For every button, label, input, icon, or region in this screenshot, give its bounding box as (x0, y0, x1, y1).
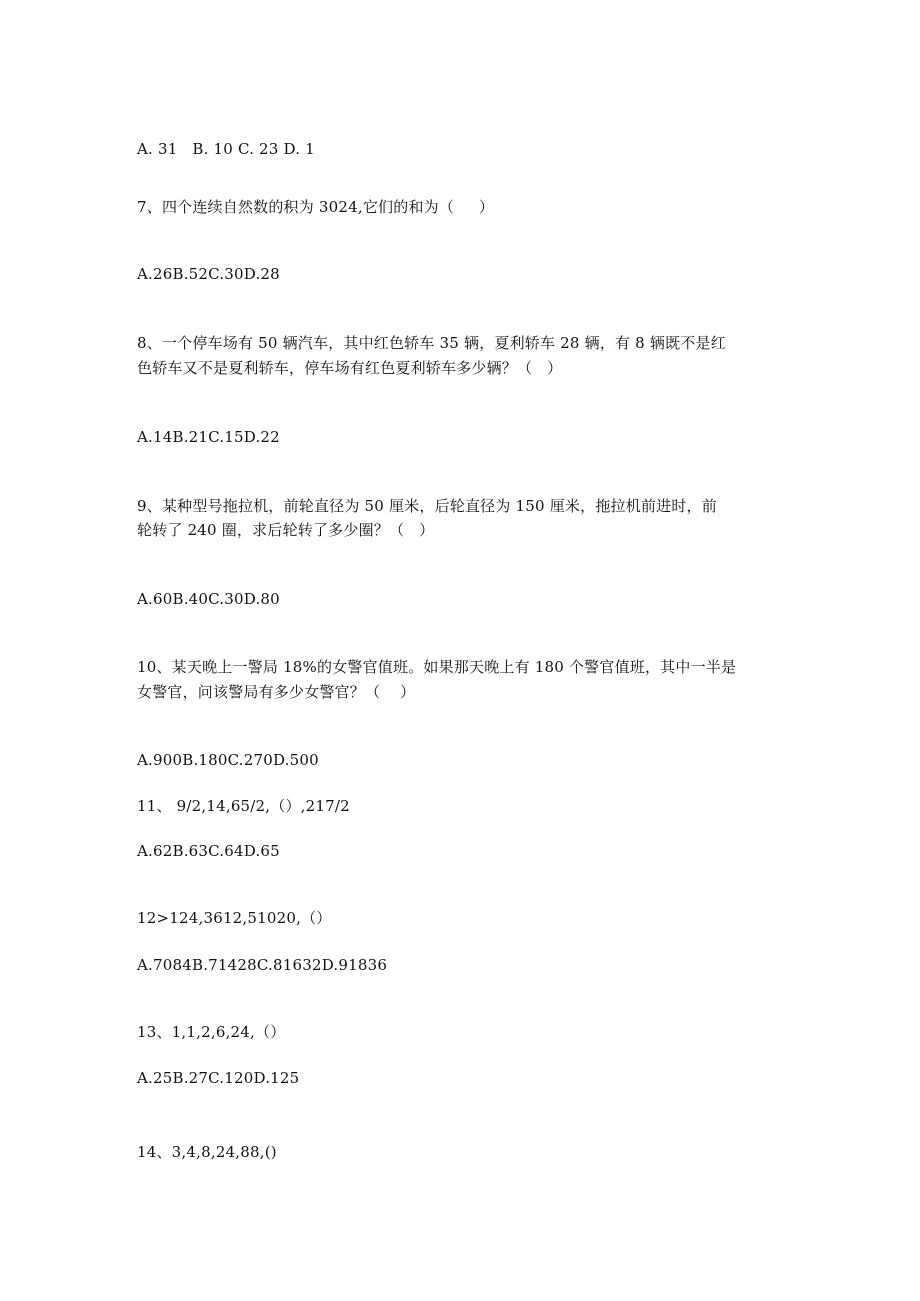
q8-question-line1: 8、一个停车场有 50 辆汽车，其中红色轿车 35 辆，夏利轿车 28 辆，有 8 辆既不是红 (137, 334, 726, 352)
q12-options: A.7084B.71428C.81632D.91836 (137, 956, 388, 974)
q10-question-line2: 女警官，问该警局有多少女警官？（ ） (137, 683, 416, 701)
q13-question: 13、1,1,2,6,24,（） (137, 1023, 286, 1041)
q10-question-line1: 10、某天晚上一警局 18%的女警官值班。如果那天晚上有 180 个警官值班，其中一半是 (137, 658, 737, 676)
q10-options: A.900B.180C.270D.500 (137, 751, 319, 769)
q6-options: A. 31 B. 10 C. 23 D. 1 (137, 140, 315, 158)
q7-question: 7、四个连续自然数的积为 3024,它们的和为（ ） (137, 198, 495, 216)
q9-question-line2: 轮转了 240 圈，求后轮转了多少圈？（ ） (137, 521, 435, 539)
q9-options: A.60B.40C.30D.80 (137, 590, 280, 608)
q8-question-line2: 色轿车又不是夏利轿车，停车场有红色夏利轿车多少辆？（ ） (137, 359, 563, 377)
q9-question-line1: 9、某种型号拖拉机，前轮直径为 50 厘米，后轮直径为 150 厘米，拖拉机前进时，前 (137, 497, 717, 515)
q13-options: A.25B.27C.120D.125 (137, 1069, 300, 1087)
q7-options: A.26B.52C.30D.28 (137, 265, 280, 283)
q11-options: A.62B.63C.64D.65 (137, 842, 280, 860)
q14-question: 14、3,4,8,24,88,() (137, 1143, 277, 1161)
q11-question: 11、 9/2,14,65/2,（）,217/2 (137, 797, 350, 815)
q8-options: A.14B.21C.15D.22 (137, 428, 280, 446)
q12-question: 12>124,3612,51020,（） (137, 909, 332, 927)
